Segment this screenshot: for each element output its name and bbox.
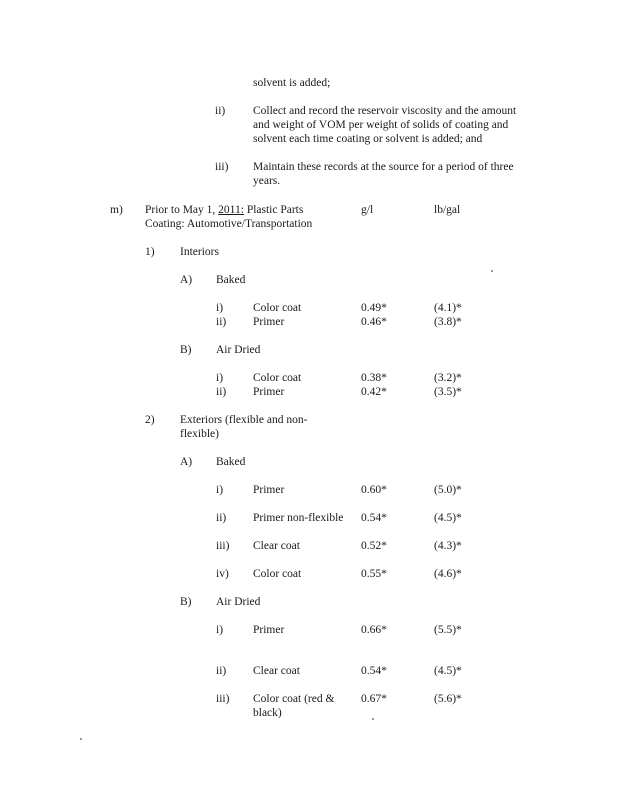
- interiors-air-dried-label: Air Dried: [216, 344, 261, 356]
- exteriors-air-dried-label: Air Dried: [216, 596, 261, 608]
- exteriors-label-line-2: flexible): [180, 428, 219, 440]
- row-gl-value: 0.46*: [361, 316, 387, 328]
- row-coating-name: Primer: [253, 386, 285, 398]
- unit-gl-header: g/l: [361, 204, 374, 216]
- row-lbgal-value: (3.5)*: [434, 386, 462, 398]
- row-lbgal-value: (4.6)*: [434, 568, 462, 580]
- row-lbgal-value: (5.5)*: [434, 624, 462, 636]
- exteriors-baked-label: Baked: [216, 456, 246, 468]
- section-title-suffix: Plastic Parts: [243, 204, 304, 216]
- section-number: m): [110, 204, 123, 216]
- section-subtitle: Coating: Automotive/Transportation: [145, 218, 313, 230]
- row-lbgal-value: (4.5)*: [434, 665, 462, 677]
- row-lbgal-value: (4.5)*: [434, 512, 462, 524]
- row-number: ii): [216, 316, 227, 328]
- row-gl-value: 0.54*: [361, 665, 387, 677]
- row-lbgal-value: (5.6)*: [434, 693, 462, 705]
- row-gl-value: 0.54*: [361, 512, 387, 524]
- section-title-prefix: Prior to May 1,: [145, 204, 219, 216]
- continuation-line: solvent is added;: [253, 77, 331, 89]
- row-gl-value: 0.60*: [361, 484, 387, 496]
- row-number: ii): [216, 512, 227, 524]
- row-number: iv): [216, 568, 229, 580]
- section-title-year: 2011:: [218, 204, 244, 216]
- item-iii-number: iii): [215, 161, 229, 173]
- row-gl-value: 0.67*: [361, 693, 387, 705]
- row-lbgal-value: (5.0)*: [434, 484, 462, 496]
- row-coating-name: Color coat: [253, 302, 302, 314]
- row-gl-value: 0.66*: [361, 624, 387, 636]
- scan-speck: [491, 270, 493, 272]
- row-number: i): [216, 484, 224, 496]
- row-gl-value: 0.42*: [361, 386, 387, 398]
- scan-speck: [80, 738, 82, 740]
- row-coating-name: Color coat: [253, 568, 302, 580]
- row-coating-name: Primer: [253, 484, 285, 496]
- row-number: ii): [216, 665, 227, 677]
- item-ii-line-2: and weight of VOM per weight of solids of coating and: [253, 119, 509, 131]
- row-coating-name: Primer: [253, 316, 285, 328]
- row-coating-name: Color coat (red &: [253, 693, 335, 705]
- row-coating-name: Color coat: [253, 372, 302, 384]
- item-iii-line-1: Maintain these records at the source for a period of three: [253, 161, 514, 173]
- row-number: i): [216, 624, 224, 636]
- interiors-baked-label: Baked: [216, 274, 246, 286]
- row-coating-name: Primer non-flexible: [253, 512, 344, 524]
- row-number: iii): [216, 693, 230, 705]
- row-number: ii): [216, 386, 227, 398]
- row-coating-name: Clear coat: [253, 665, 300, 677]
- row-coating-name: Primer: [253, 624, 285, 636]
- row-coating-name-line-2: black): [253, 707, 282, 719]
- row-lbgal-value: (4.3)*: [434, 540, 462, 552]
- exteriors-number: 2): [145, 414, 155, 426]
- row-gl-value: 0.52*: [361, 540, 387, 552]
- section-title: [145, 203, 303, 217]
- interiors-air-dried-number: B): [180, 344, 192, 356]
- row-number: iii): [216, 540, 230, 552]
- row-lbgal-value: (3.2)*: [434, 372, 462, 384]
- row-gl-value: 0.55*: [361, 568, 387, 580]
- item-ii-line-1: Collect and record the reservoir viscosity and the amount: [253, 105, 517, 117]
- interiors-label: Interiors: [180, 246, 219, 258]
- interiors-number: 1): [145, 246, 155, 258]
- unit-lbgal-header: lb/gal: [434, 204, 461, 216]
- row-number: i): [216, 372, 224, 384]
- row-coating-name: Clear coat: [253, 540, 300, 552]
- row-number: i): [216, 302, 224, 314]
- row-lbgal-value: (3.8)*: [434, 316, 462, 328]
- row-lbgal-value: (4.1)*: [434, 302, 462, 314]
- row-gl-value: 0.38*: [361, 372, 387, 384]
- exteriors-air-dried-number: B): [180, 596, 192, 608]
- exteriors-label-line-1: Exteriors (flexible and non-: [180, 414, 308, 426]
- scan-speck: [372, 718, 374, 720]
- row-gl-value: 0.49*: [361, 302, 387, 314]
- exteriors-baked-number: A): [180, 456, 193, 468]
- item-ii-line-3: solvent each time coating or solvent is added; and: [253, 133, 483, 145]
- interiors-baked-number: A): [180, 274, 193, 286]
- item-iii-line-2: years.: [253, 175, 281, 187]
- item-ii-number: ii): [215, 105, 226, 117]
